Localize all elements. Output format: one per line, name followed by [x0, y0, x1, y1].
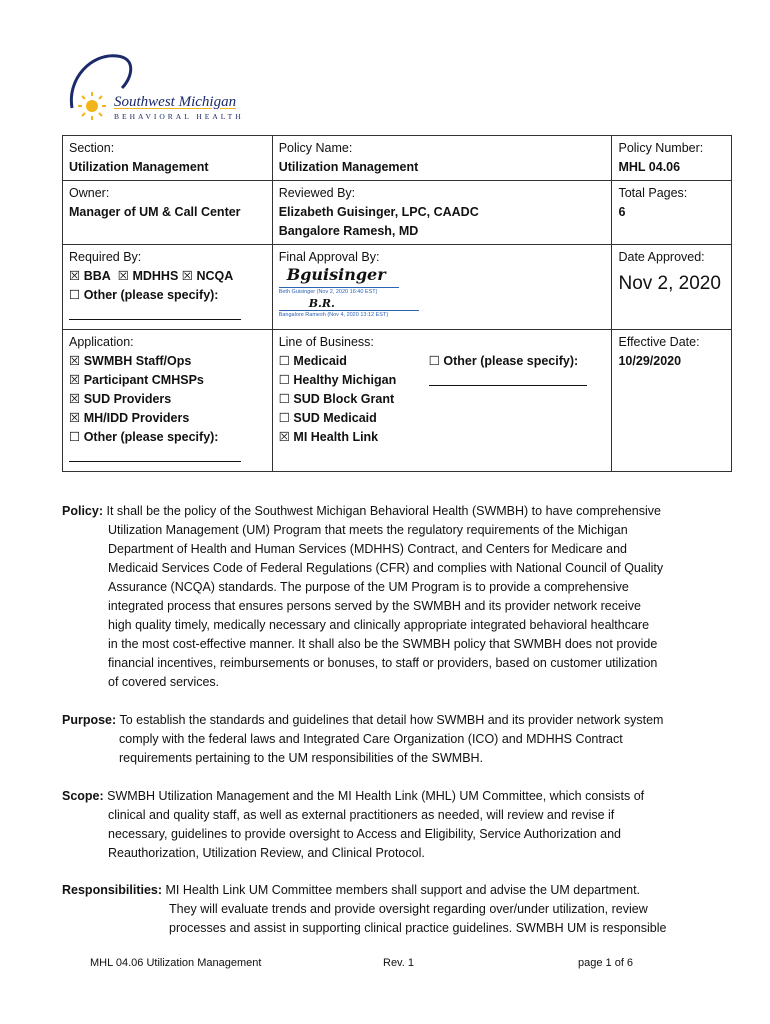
policy-name-label: Policy Name: — [278, 141, 353, 155]
responsibilities-section — [62, 881, 737, 938]
logo-tagline: BEHAVIORAL HEALTH — [114, 112, 244, 121]
lob-item: Healthy Michigan — [293, 373, 397, 387]
reviewed-label: Reviewed By: — [278, 186, 356, 200]
scope-line: SWMBH Utilization Management and the MI Health Link (MHL) UM Committee, which consists of — [107, 789, 645, 803]
checkbox-unchecked-icon: ☐ — [69, 430, 81, 444]
policy-line: Utilization Management (UM) Program that meets the regulatory requirements of the Michigan — [108, 523, 628, 537]
app-item: Other (please specify): — [83, 430, 219, 444]
required-by-cell — [63, 245, 273, 330]
final-approval-label: Final Approval By: — [278, 250, 380, 264]
table-row — [63, 330, 732, 472]
effective-date-cell — [612, 330, 732, 472]
checkbox-unchecked-icon: ☐ — [69, 288, 81, 302]
section-cell — [63, 136, 273, 181]
signature-2-caption: Bangalore Ramesh (Nov 4, 2020 13:12 EST) — [278, 312, 389, 318]
effective-date-value: 10/29/2020 — [618, 354, 682, 368]
checkbox-checked-icon: ☒ — [117, 269, 129, 283]
policy-line: Medicaid Services Code of Federal Regulations (CFR) and complies with National Council of Quality — [108, 561, 664, 575]
section-value: Utilization Management — [69, 160, 209, 174]
checkbox-unchecked-icon: ☐ — [278, 354, 290, 368]
lob-label: Line of Business: — [278, 335, 374, 349]
policy-line: of covered services. — [108, 675, 220, 689]
policy-section — [62, 502, 737, 692]
responsibilities-label: Responsibilities: — [62, 883, 163, 897]
purpose-line: comply with the federal laws and Integrated Care Organization (ICO) and MDHHS Contract — [119, 732, 623, 746]
responsibilities-line: They will evaluate trends and provide oversight regarding over/under utilization, review — [169, 902, 648, 916]
policy-line: Assurance (NCQA) standards. The purpose of the UM Program is to provide a comprehensive — [108, 580, 629, 594]
app-item: SUD Providers — [83, 392, 172, 406]
signature-2 — [279, 296, 419, 311]
policy-line: It shall be the policy of the Southwest Michigan Behavioral Health (SWMBH) to have comprehensive — [106, 504, 661, 518]
responsibilities-line: processes and assist in supporting clinical practice guidelines. SWMBH UM is responsible — [169, 921, 667, 935]
owner-value: Manager of UM & Call Center — [69, 205, 241, 219]
checkbox-checked-icon: ☒ — [69, 269, 81, 283]
date-approved-label: Date Approved: — [618, 250, 705, 264]
app-item: Participant CMHSPs — [83, 373, 204, 387]
reviewer-1: Elizabeth Guisinger, LPC, CAADC — [278, 205, 479, 219]
table-row — [63, 245, 732, 330]
lob-item: MI Health Link — [293, 430, 379, 444]
footer-page: page 1 of 6 — [578, 957, 634, 969]
application-cell — [63, 330, 273, 472]
lob-other: Other (please specify): — [443, 354, 579, 368]
req-ncqa: NCQA — [196, 269, 234, 283]
policy-name-value: Utilization Management — [278, 160, 419, 174]
policy-line: in the most cost-effective manner. It shall also be the SWMBH policy that SWMBH does not provide — [108, 637, 658, 651]
req-bba: BBA — [83, 269, 111, 283]
signature-1-script: Bguisinger — [286, 265, 386, 284]
signature-2-script: B.R. — [308, 297, 335, 310]
lob-item: SUD Medicaid — [293, 411, 377, 425]
scope-section — [62, 787, 737, 863]
signature-1 — [279, 267, 399, 288]
total-pages-cell — [612, 181, 732, 245]
lob-item: SUD Block Grant — [293, 392, 395, 406]
policy-number-cell — [612, 136, 732, 181]
application-label: Application: — [69, 335, 134, 349]
purpose-label: Purpose: — [62, 713, 117, 727]
total-pages-value: 6 — [618, 205, 626, 219]
footer-rev: Rev. 1 — [383, 957, 414, 969]
purpose-line: requirements pertaining to the UM responsibilities of the SWMBH. — [119, 751, 484, 765]
req-mdhhs: MDHHS — [132, 269, 179, 283]
checkbox-checked-icon: ☒ — [278, 430, 290, 444]
blank-line — [69, 447, 241, 462]
checkbox-unchecked-icon: ☐ — [428, 354, 440, 368]
logo-name: Southwest Michigan — [114, 94, 237, 110]
policy-line: financial incentives, reimbursements or bonuses, to staff or providers, based on customer utilization — [108, 656, 658, 670]
table-row — [63, 136, 732, 181]
checkbox-unchecked-icon: ☐ — [278, 373, 290, 387]
app-item: MH/IDD Providers — [83, 411, 190, 425]
effective-date-label: Effective Date: — [618, 335, 700, 349]
scope-line: clinical and quality staff, as well as external practitioners as needed, will review and revise if — [108, 808, 615, 822]
checkbox-checked-icon: ☒ — [69, 373, 81, 387]
policy-line: high quality timely, medically necessary and clinically appropriate integrated behavioral healthcare — [108, 618, 650, 632]
policy-line: Department of Health and Human Services (MDHHS) Contract, and Centers for Medicare and — [108, 542, 627, 556]
signature-1-caption: Beth Guisinger (Nov 2, 2020 16:40 EST) — [278, 289, 378, 295]
app-item: SWMBH Staff/Ops — [83, 354, 192, 368]
final-approval-cell — [272, 245, 612, 330]
owner-label: Owner: — [69, 186, 110, 200]
total-pages-label: Total Pages: — [618, 186, 688, 200]
purpose-section — [62, 711, 737, 768]
owner-cell — [63, 181, 273, 245]
reviewer-2: Bangalore Ramesh, MD — [278, 224, 419, 238]
date-approved-cell — [612, 245, 732, 330]
reviewed-cell — [272, 181, 612, 245]
date-approved-value: Nov 2, 2020 — [618, 273, 721, 294]
blank-line — [429, 371, 587, 386]
table-row — [63, 181, 732, 245]
footer-doc: MHL 04.06 Utilization Management — [90, 957, 262, 969]
scope-label: Scope: — [62, 789, 104, 803]
line-of-business-cell — [272, 330, 612, 472]
req-other: Other (please specify): — [83, 288, 219, 302]
blank-line — [69, 305, 241, 320]
checkbox-unchecked-icon: ☐ — [278, 392, 290, 406]
checkbox-unchecked-icon: ☐ — [278, 411, 290, 425]
policy-name-cell — [272, 136, 612, 181]
scope-line: necessary, guidelines to provide oversight to Access and Eligibility, Service Authorization and — [108, 827, 622, 841]
required-by-label: Required By: — [69, 250, 142, 264]
policy-number-label: Policy Number: — [618, 141, 704, 155]
policy-header-table — [62, 135, 732, 472]
scope-line: Reauthorization, Utilization Review, and Clinical Protocol. — [108, 846, 425, 860]
purpose-line: To establish the standards and guidelines that detail how SWMBH and its provider network system — [119, 713, 664, 727]
section-label: Section: — [69, 141, 115, 155]
checkbox-checked-icon: ☒ — [181, 269, 193, 283]
policy-label: Policy: — [62, 504, 103, 518]
checkbox-checked-icon: ☒ — [69, 392, 81, 406]
policy-line: integrated process that ensures persons served by the SWMBH and its provider network receive — [108, 599, 641, 613]
lob-item: Medicaid — [293, 354, 347, 368]
policy-number-value: MHL 04.06 — [618, 160, 681, 174]
responsibilities-line: MI Health Link UM Committee members shall support and advise the UM department. — [165, 883, 641, 897]
checkbox-checked-icon: ☒ — [69, 411, 81, 425]
checkbox-checked-icon: ☒ — [69, 354, 81, 368]
